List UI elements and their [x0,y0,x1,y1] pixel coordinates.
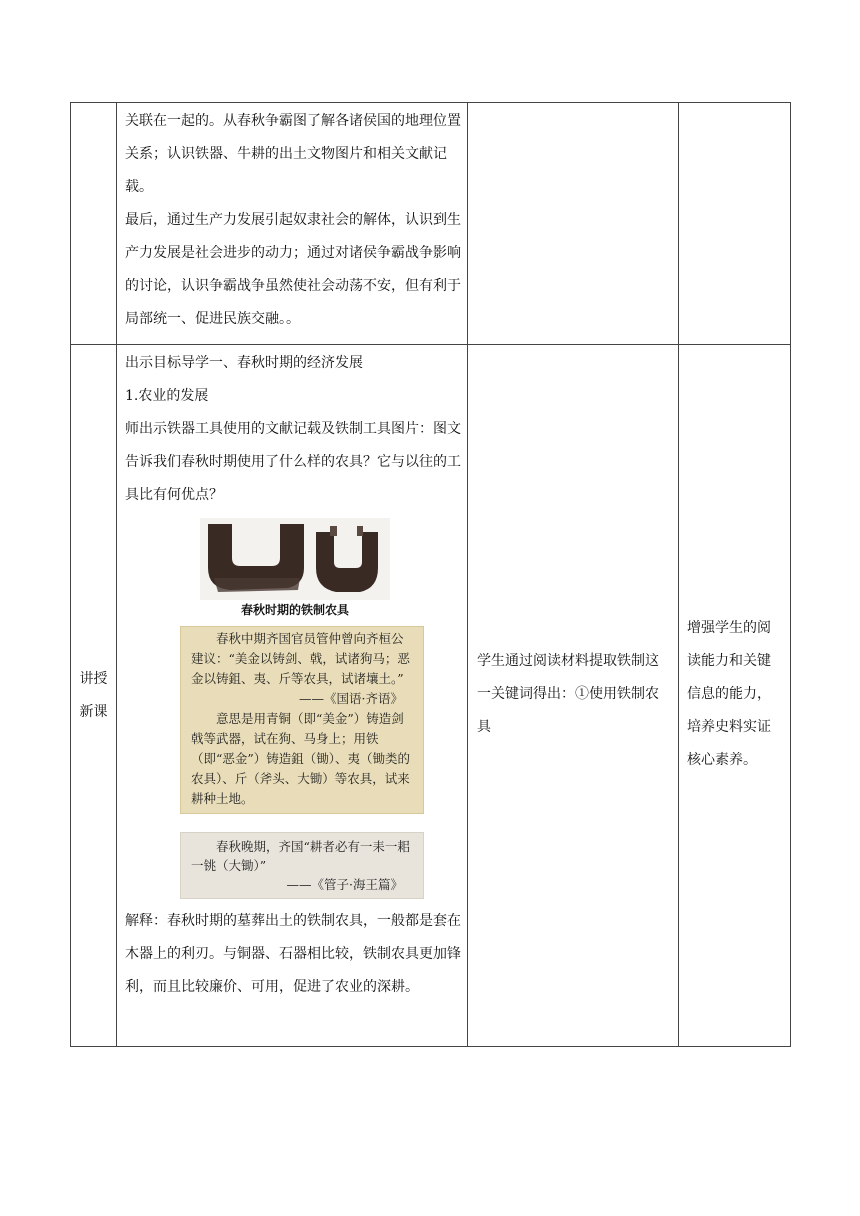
section-intro: 出示目标导学一、春秋时期的经济发展 [125,355,363,371]
quote-box-guanzi [180,832,424,899]
student-activity-text: 学生通过阅读材料提取铁制这一关键词得出：①使用铁制农具 [477,653,659,735]
intent-cell-empty [679,103,791,345]
design-intent-text: 增强学生的阅读能力和关键信息的能力，培养史料实证核心素养。 [687,620,771,768]
explanation-paragraph: 解释：春秋时期的墓葬出土的铁制农具，一般都是套在木器上的利刃。与铜器、石器相比较，铁制农具更加锋利，而且比较廉价、可用，促进了农业的深耕。 [125,913,461,995]
student-cell-empty [468,103,679,345]
quote-box-guoyu [180,626,424,814]
quote1-explanation: 意思是用青铜（即“美金”）铸造剑戟等武器，试在狗、马身上；用铁（即“恶金”）铸造鉏（锄）、夷（锄类的农具）、斤（斧头、大锄）等农具，试来耕种土地。 [191,711,411,806]
quote1-source: ——《国语·齐语》 [299,691,403,706]
stage-label-line1: 讲授 [79,670,108,687]
quote2-source: ——《管子·海王篇》 [286,877,403,892]
student-activity-cell [468,345,679,1047]
iron-hoe-icon [200,518,390,600]
quote1-text: 春秋中期齐国官员管仲曾向齐桓公建议：“美金以铸剑、戟，试诸狗马；恶金以铸鉏、夷、斤等农具，试诸壤土。” [191,631,410,686]
table-row [71,103,791,345]
content-paragraph-2: 最后，通过生产力发展引起奴隶社会的解体，认识到生产力发展是社会进步的动力；通过对诸侯争霸战争影响的讨论，认识争霸战争虽然使社会动荡不安，但有利于局部统一、促进民族交融。。 [125,212,461,327]
content-paragraph-1: 关联在一起的。从春秋争霸图了解各诸侯国的地理位置关系；认识铁器、牛耕的出土文物图片和相关文献记载。 [125,113,461,195]
figure-caption: 春秋时期的铁制农具 [240,603,349,617]
teacher-task: 师出示铁器工具使用的文献记载及铁制工具图片：图文告诉我们春秋时期使用了什么样的农具？它与以往的工具比有何优点？ [125,421,461,503]
iron-tools-figure [200,518,390,617]
stage-label-line2: 新课 [79,703,108,720]
stage-cell-empty [71,103,117,345]
design-intent-cell [679,345,791,1047]
sub-heading: 1.农业的发展 [125,388,209,404]
lesson-plan-table [70,102,791,1047]
content-cell [117,103,468,345]
quote2-text: 春秋晚期，齐国“耕者必有一耒一耜一铫（大锄）” [191,839,410,873]
stage-cell [71,345,117,1047]
table-row [71,345,791,1047]
content-cell [117,345,468,1047]
